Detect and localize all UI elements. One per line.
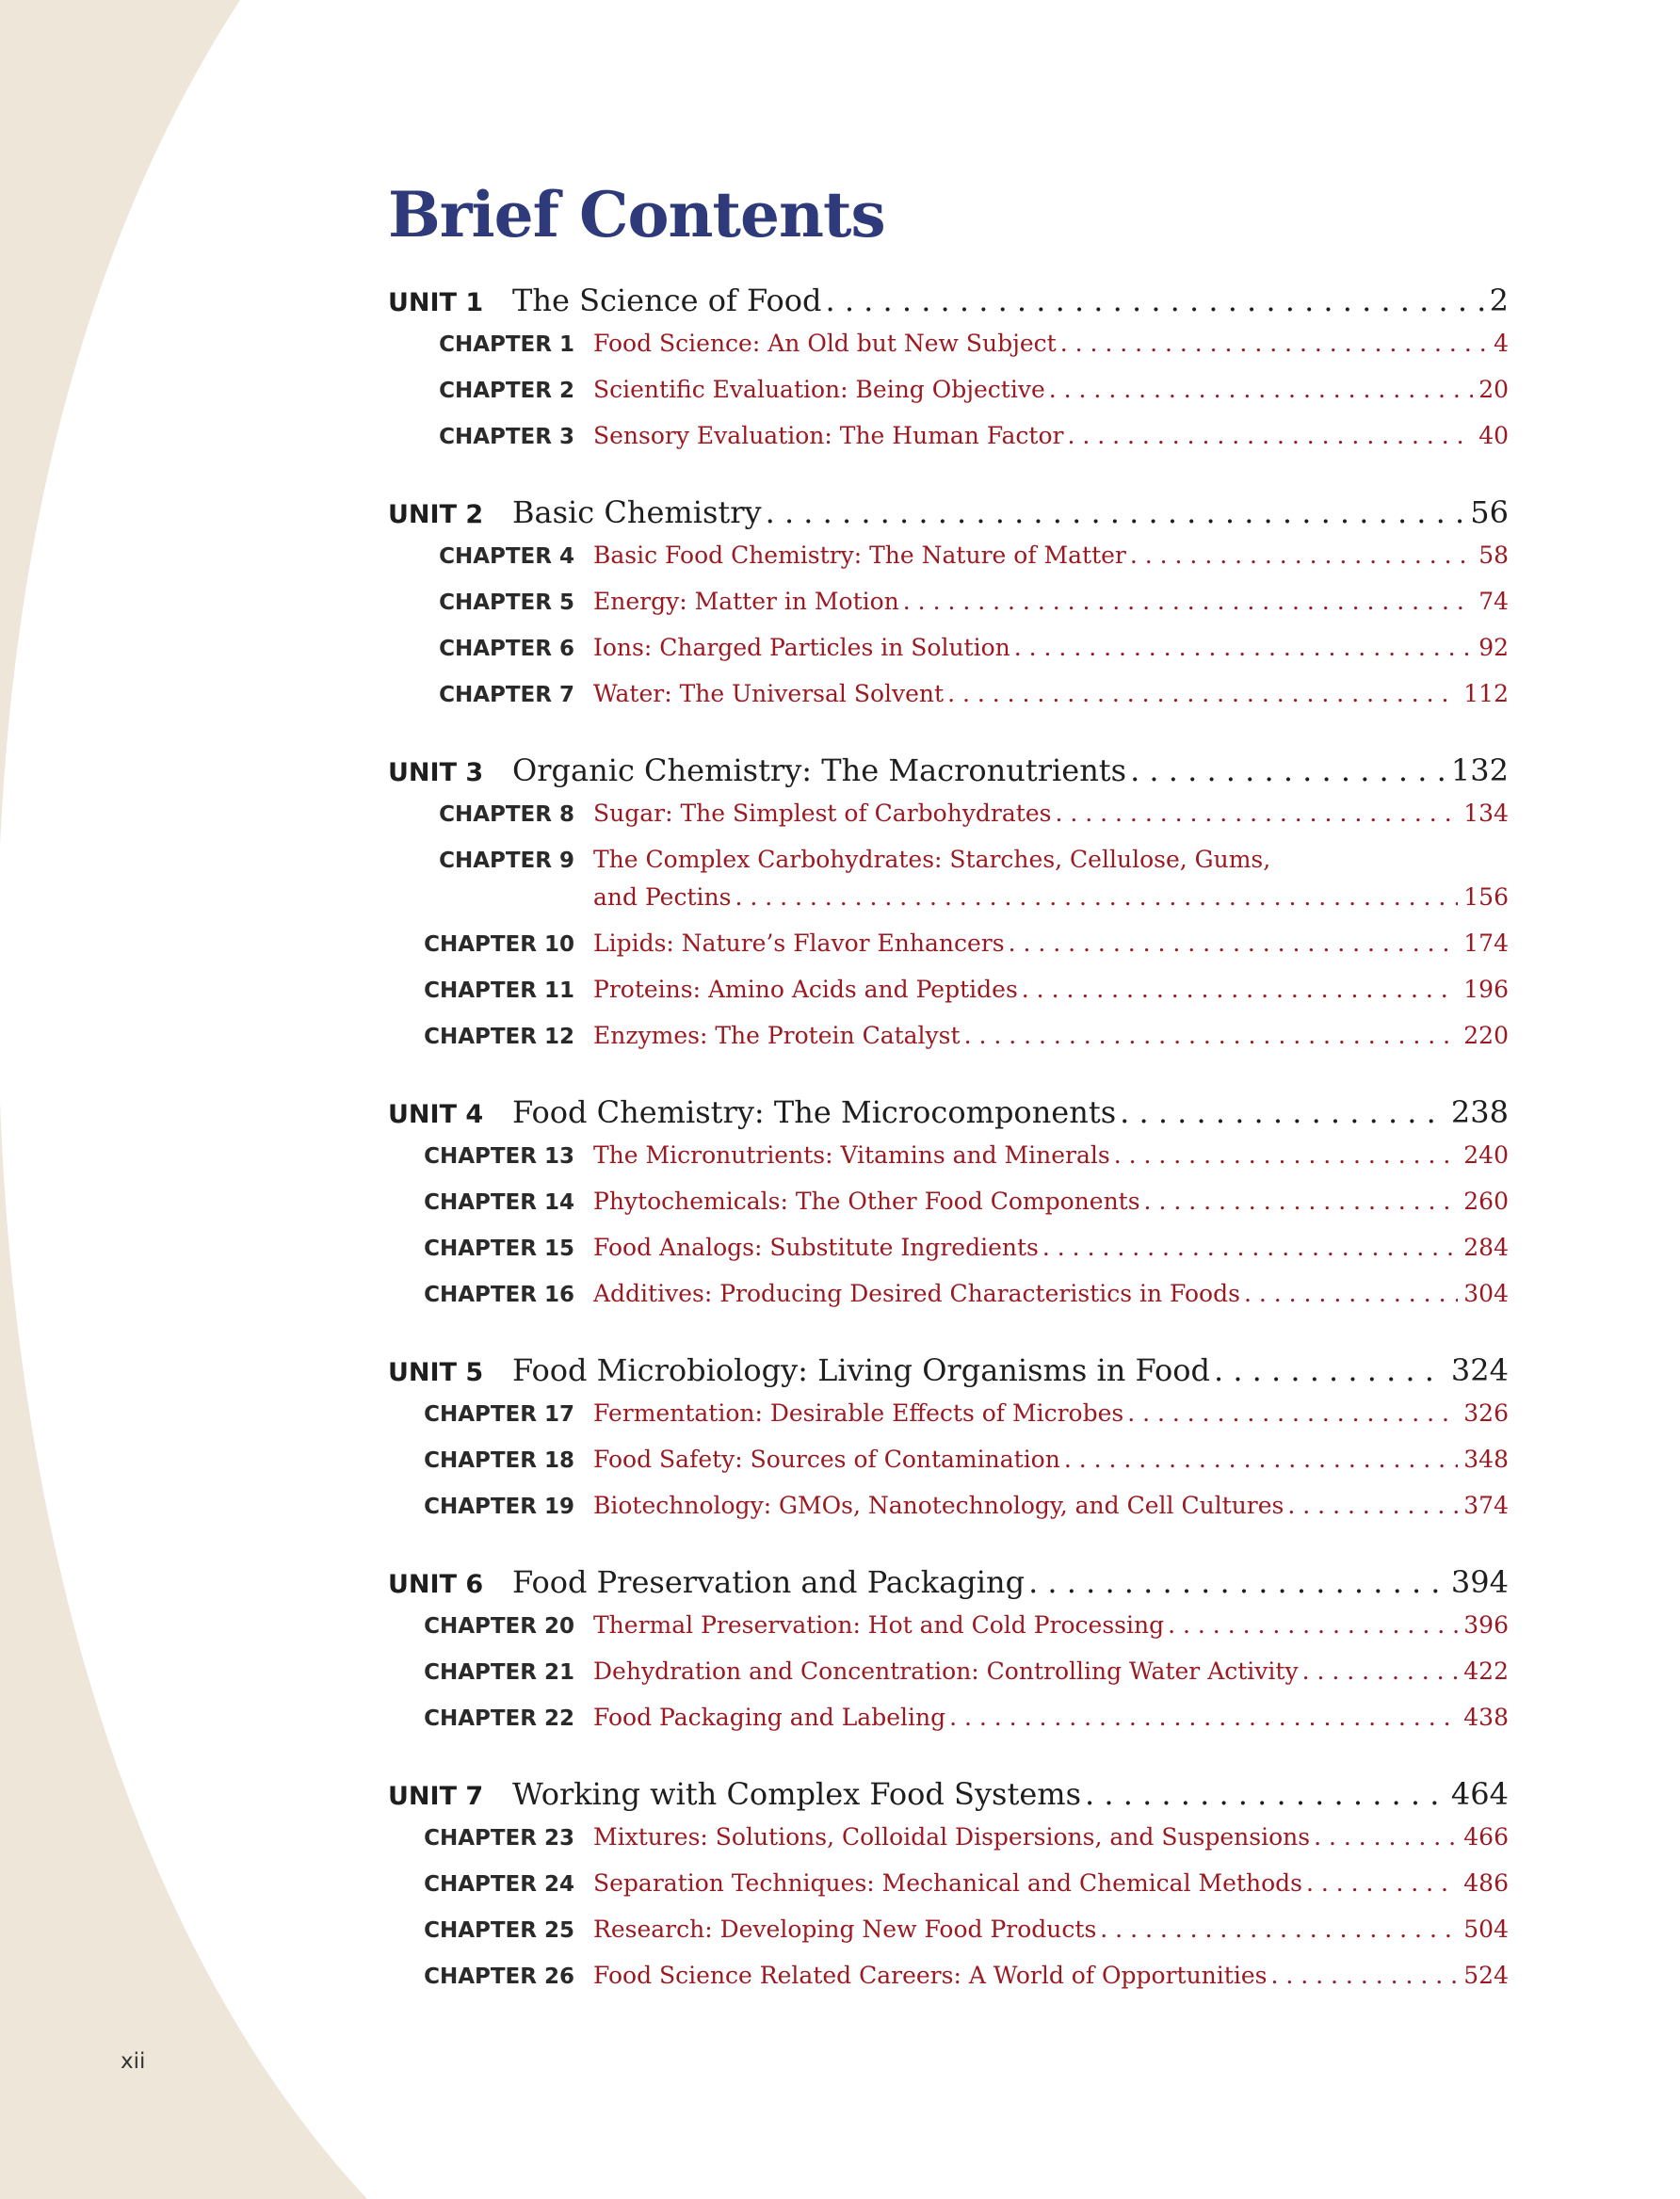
unit-title[interactable]: Food Preservation and Packaging <box>512 1564 1026 1600</box>
unit-page-number: 56 <box>1470 494 1509 530</box>
dot-leader <box>1018 976 1459 1003</box>
unit-title[interactable]: Food Chemistry: The Microcomponents <box>512 1094 1117 1130</box>
dot-leader <box>961 1022 1459 1049</box>
table-of-contents <box>388 177 1509 2034</box>
chapter-row[interactable] <box>388 1962 1509 2008</box>
dot-leader <box>1039 1234 1458 1261</box>
chapter-label: CHAPTER 23 <box>424 1826 574 1851</box>
chapter-label: CHAPTER 2 <box>439 379 574 403</box>
chapter-row[interactable] <box>388 422 1509 468</box>
chapter-label: CHAPTER 16 <box>424 1283 574 1307</box>
chapter-title[interactable]: Fermentation: Desirable Effects of Microbes <box>593 1399 1124 1427</box>
chapter-page-number: 156 <box>1463 883 1509 911</box>
chapter-row[interactable] <box>388 1916 1509 1962</box>
chapter-label: CHAPTER 24 <box>424 1872 574 1897</box>
chapter-title[interactable]: Biotechnology: GMOs, Nanotechnology, and Cell Cultures <box>593 1492 1284 1519</box>
chapter-page-number: 174 <box>1463 930 1509 957</box>
chapter-label: CHAPTER 26 <box>424 1965 574 1989</box>
dot-leader <box>821 283 1483 318</box>
unit-block <box>388 494 1509 726</box>
dot-leader <box>1123 1399 1458 1427</box>
chapter-row[interactable] <box>388 1399 1509 1446</box>
chapter-title[interactable]: Mixtures: Solutions, Colloidal Dispersions, and Suspensions <box>593 1823 1311 1851</box>
unit-block <box>388 1776 1509 2008</box>
unit-row[interactable] <box>388 1776 1509 1823</box>
chapter-row[interactable] <box>388 588 1509 634</box>
dot-leader <box>1267 1962 1458 1989</box>
chapter-page-number: 466 <box>1463 1823 1509 1851</box>
chapter-title[interactable]: Research: Developing New Food Products <box>593 1916 1097 1943</box>
chapter-label: CHAPTER 10 <box>424 932 574 957</box>
unit-title[interactable]: Working with Complex Food Systems <box>512 1776 1082 1812</box>
chapter-row[interactable] <box>388 1234 1509 1280</box>
chapter-label: CHAPTER 25 <box>424 1918 574 1943</box>
chapter-title[interactable]: Additives: Producing Desired Characteristics in Foods <box>593 1280 1240 1307</box>
unit-row[interactable] <box>388 1094 1509 1141</box>
dot-leader <box>1302 1869 1458 1897</box>
dot-leader <box>944 680 1458 707</box>
chapter-label: CHAPTER 19 <box>424 1495 574 1519</box>
unit-label: UNIT 5 <box>388 1358 484 1387</box>
dot-leader <box>1116 1094 1446 1130</box>
unit-block <box>388 752 1509 1068</box>
page-number: xii <box>121 2049 146 2074</box>
chapter-title-continuation[interactable]: and Pectins <box>593 883 732 911</box>
unit-block <box>388 1564 1509 1750</box>
unit-label: UNIT 1 <box>388 288 484 317</box>
chapter-label: CHAPTER 3 <box>439 425 574 449</box>
chapter-label: CHAPTER 4 <box>439 544 574 569</box>
dot-leader <box>1010 634 1473 661</box>
chapter-row[interactable] <box>388 930 1509 976</box>
dot-leader <box>1045 376 1473 403</box>
chapter-page-number: 220 <box>1463 1022 1509 1049</box>
chapter-page-number: 524 <box>1463 1962 1509 1989</box>
chapter-title[interactable]: The Micronutrients: Vitamins and Minerals <box>593 1141 1110 1169</box>
chapter-title[interactable]: Lipids: Nature’s Flavor Enhancers <box>593 930 1005 957</box>
chapter-row[interactable] <box>388 1022 1509 1068</box>
unit-title[interactable]: Food Microbiology: Living Organisms in Food <box>512 1352 1210 1388</box>
unit-title[interactable]: The Science of Food <box>512 283 822 318</box>
unit-block <box>388 1352 1509 1538</box>
chapter-row[interactable] <box>388 1704 1509 1750</box>
chapter-label: CHAPTER 18 <box>424 1448 574 1473</box>
unit-label: UNIT 6 <box>388 1570 484 1599</box>
dot-leader <box>1110 1141 1459 1169</box>
chapter-label: CHAPTER 7 <box>439 683 574 707</box>
chapter-page-number: 374 <box>1463 1492 1509 1519</box>
chapter-title[interactable]: Sensory Evaluation: The Human Factor <box>593 422 1064 449</box>
dot-leader <box>731 883 1458 911</box>
dot-leader <box>762 494 1465 530</box>
chapter-label: CHAPTER 20 <box>424 1614 574 1639</box>
chapter-label: CHAPTER 8 <box>439 802 574 827</box>
chapter-page-number: 504 <box>1463 1916 1509 1943</box>
chapter-label: CHAPTER 11 <box>424 978 574 1003</box>
unit-page-number: 2 <box>1489 283 1509 318</box>
unit-row[interactable] <box>388 752 1509 800</box>
unit-block <box>388 283 1509 468</box>
unit-list <box>388 283 1509 2008</box>
unit-label: UNIT 3 <box>388 758 484 787</box>
unit-title[interactable]: Basic Chemistry <box>512 494 762 530</box>
chapter-label: CHAPTER 12 <box>424 1025 574 1049</box>
chapter-row[interactable] <box>388 1823 1509 1869</box>
dot-leader <box>1284 1492 1458 1519</box>
unit-page-number: 132 <box>1450 752 1509 788</box>
chapter-label: CHAPTER 22 <box>424 1706 574 1731</box>
chapter-page-number: 40 <box>1478 422 1509 449</box>
chapter-page-number: 20 <box>1478 376 1509 403</box>
unit-page-number: 324 <box>1450 1352 1509 1388</box>
chapter-page-number: 4 <box>1494 330 1509 357</box>
dot-leader <box>1299 1657 1459 1685</box>
dot-leader <box>1164 1611 1458 1639</box>
chapter-page-number: 92 <box>1478 634 1509 661</box>
chapter-row[interactable] <box>388 1611 1509 1657</box>
chapter-page-number: 112 <box>1463 680 1509 707</box>
chapter-page-number: 486 <box>1463 1869 1509 1897</box>
unit-label: UNIT 2 <box>388 500 484 529</box>
unit-page-number: 238 <box>1450 1094 1509 1130</box>
chapter-row[interactable] <box>388 1141 1509 1188</box>
dot-leader <box>1096 1916 1458 1943</box>
chapter-title[interactable]: Ions: Charged Particles in Solution <box>593 634 1010 661</box>
chapter-title[interactable]: Food Packaging and Labeling <box>593 1704 946 1731</box>
chapter-row[interactable] <box>388 542 1509 588</box>
chapter-page-number: 58 <box>1478 542 1509 569</box>
dot-leader <box>1051 800 1458 827</box>
unit-label: UNIT 4 <box>388 1100 484 1129</box>
chapter-page-number: 284 <box>1463 1234 1509 1261</box>
dot-leader <box>1126 542 1473 569</box>
chapter-title[interactable]: Dehydration and Concentration: Controlling Water Activity <box>593 1657 1299 1685</box>
unit-label: UNIT 7 <box>388 1782 484 1811</box>
dot-leader <box>945 1704 1458 1731</box>
chapter-row[interactable] <box>388 634 1509 680</box>
chapter-row[interactable] <box>388 976 1509 1022</box>
chapter-row-continuation <box>388 883 1509 930</box>
chapter-title[interactable]: Food Analogs: Substitute Ingredients <box>593 1234 1039 1261</box>
chapter-page-number: 74 <box>1478 588 1509 615</box>
chapter-row <box>388 846 1509 883</box>
dot-leader <box>1240 1280 1458 1307</box>
chapter-title[interactable]: Food Safety: Sources of Contamination <box>593 1446 1060 1473</box>
chapter-title[interactable]: Separation Techniques: Mechanical and Chemical Methods <box>593 1869 1302 1897</box>
chapter-title[interactable]: Energy: Matter in Motion <box>593 588 899 615</box>
chapter-page-number: 240 <box>1463 1141 1509 1169</box>
chapter-page-number: 422 <box>1463 1657 1509 1685</box>
chapter-page-number: 438 <box>1463 1704 1509 1731</box>
dot-leader <box>899 588 1473 615</box>
chapter-title[interactable]: Food Science: An Old but New Subject <box>593 330 1057 357</box>
chapter-entry[interactable] <box>388 846 1509 930</box>
chapter-title[interactable]: Food Science Related Careers: A World of Opportunities <box>593 1962 1268 1989</box>
unit-block <box>388 1094 1509 1326</box>
chapter-title[interactable]: Proteins: Amino Acids and Peptides <box>593 976 1018 1003</box>
dot-leader <box>1057 330 1488 357</box>
dot-leader <box>1126 752 1446 788</box>
chapter-page-number: 196 <box>1463 976 1509 1003</box>
unit-row[interactable] <box>388 283 1509 330</box>
chapter-row[interactable] <box>388 1280 1509 1326</box>
dot-leader <box>1210 1352 1446 1388</box>
dot-leader <box>1140 1188 1459 1215</box>
chapter-label: CHAPTER 21 <box>424 1660 574 1685</box>
chapter-label: CHAPTER 9 <box>439 849 574 873</box>
dot-leader <box>1060 1446 1458 1473</box>
chapter-row[interactable] <box>388 330 1509 376</box>
chapter-label: CHAPTER 6 <box>439 637 574 661</box>
chapter-page-number: 134 <box>1463 800 1509 827</box>
chapter-page-number: 260 <box>1463 1188 1509 1215</box>
dot-leader <box>1063 422 1473 449</box>
chapter-label: CHAPTER 17 <box>424 1402 574 1427</box>
chapter-row[interactable] <box>388 1446 1509 1492</box>
dot-leader <box>1025 1564 1446 1600</box>
chapter-page-number: 348 <box>1463 1446 1509 1473</box>
page-title: Brief Contents <box>388 178 885 251</box>
chapter-title[interactable]: Sugar: The Simplest of Carbohydrates <box>593 800 1052 827</box>
unit-row[interactable] <box>388 494 1509 542</box>
chapter-row[interactable] <box>388 1869 1509 1916</box>
chapter-row[interactable] <box>388 376 1509 422</box>
chapter-row[interactable] <box>388 680 1509 726</box>
chapter-label: CHAPTER 1 <box>439 332 574 357</box>
unit-page-number: 394 <box>1450 1564 1509 1600</box>
chapter-title[interactable]: Phytochemicals: The Other Food Components <box>593 1188 1140 1215</box>
chapter-page-number: 396 <box>1463 1611 1509 1639</box>
chapter-page-number: 304 <box>1463 1280 1509 1307</box>
unit-row[interactable] <box>388 1352 1509 1399</box>
chapter-row[interactable] <box>388 1492 1509 1538</box>
chapter-row[interactable] <box>388 800 1509 846</box>
chapter-label: CHAPTER 14 <box>424 1190 574 1215</box>
chapter-title[interactable]: Enzymes: The Protein Catalyst <box>593 1022 961 1049</box>
chapter-title[interactable]: Thermal Preservation: Hot and Cold Processing <box>593 1611 1165 1639</box>
chapter-title[interactable]: The Complex Carbohydrates: Starches, Cellulose, Gums, <box>593 846 1271 873</box>
unit-page-number: 464 <box>1450 1776 1509 1812</box>
chapter-label: CHAPTER 5 <box>439 590 574 615</box>
chapter-title[interactable]: Water: The Universal Solvent <box>593 680 945 707</box>
chapter-label: CHAPTER 15 <box>424 1237 574 1261</box>
chapter-title[interactable]: Scientific Evaluation: Being Objective <box>593 376 1045 403</box>
chapter-title[interactable]: Basic Food Chemistry: The Nature of Matter <box>593 542 1126 569</box>
chapter-row[interactable] <box>388 1188 1509 1234</box>
unit-row[interactable] <box>388 1564 1509 1611</box>
unit-title[interactable]: Organic Chemistry: The Macronutrients <box>512 752 1127 788</box>
chapter-label: CHAPTER 13 <box>424 1144 574 1169</box>
chapter-row[interactable] <box>388 1657 1509 1704</box>
chapter-page-number: 326 <box>1463 1399 1509 1427</box>
dot-leader <box>1081 1776 1446 1812</box>
dot-leader <box>1005 930 1459 957</box>
dot-leader <box>1310 1823 1458 1851</box>
